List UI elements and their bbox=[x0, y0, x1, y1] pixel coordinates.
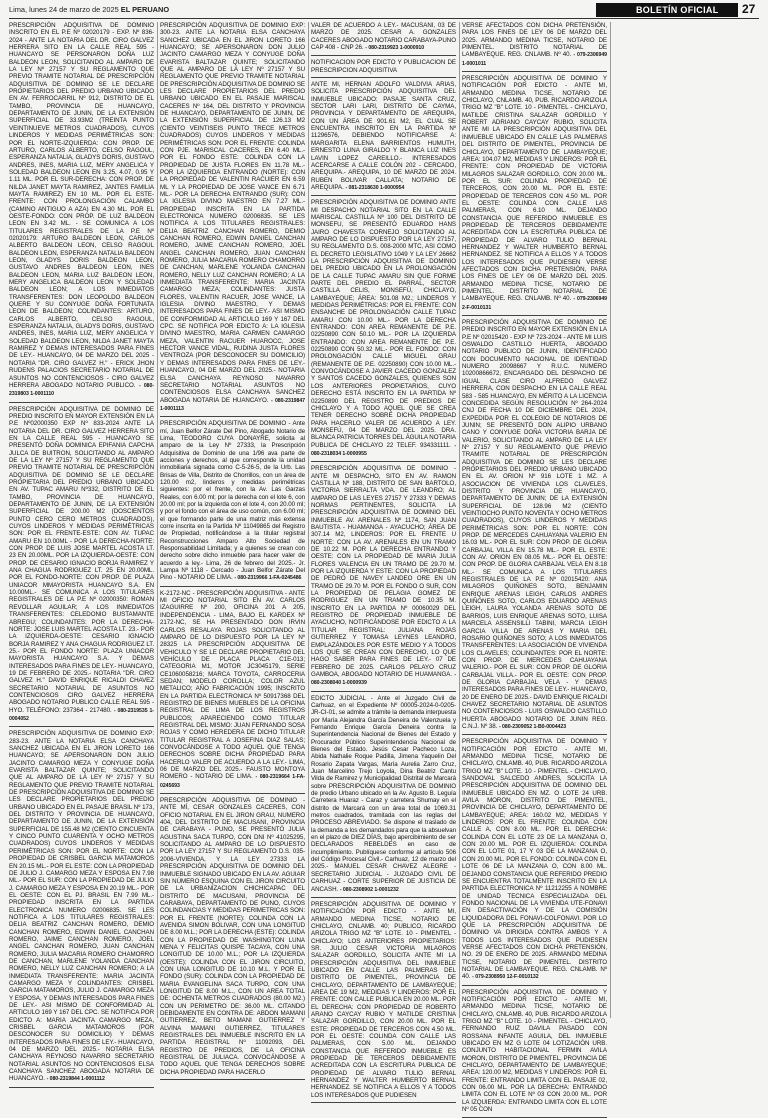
column-1 bbox=[9, 22, 154, 1083]
notice-reference: - 080-2319923 1-0000910 bbox=[365, 45, 425, 52]
notices-columns bbox=[9, 22, 759, 1114]
notice-text: PRESCRIPCIÓN ADQUISITIVA DE DOMINIO - ANTE MÍ, CESAR GONZALES CACERES, CON OFICIO NOTARIAL EN EL JIRON GRAU, NUMERO 404, DEL DISTRITO DE MACUSANI, PROVINCIA DE CARABAYA - PUNO, SE PRESENTÓ JULIA AGUSTINA SACA TURPO, CON DNI Nº 41025295, SOLICITANDO AL AMPARO DE LO DISPUESTO POR LA LEY 27157 Y SU REGLAMENTO D.S. 035-2006-VIVIENDA, Y LA LEY 27333 LA PRESCRIPCIÓN ADQUISITIVA DE DOMINIO DEL INMUEBLE SIGNADO UBICADO EN LA AV. AGUIAR SIN NÚMERO ESQUINA CON EL JIRON CIRCUITO DE LA URBANIZACION CHICHICAPAC DEL DISTRITO DE MACUSANI, PROVINCIA DE CARABAYA, DEPARTAMENTO DE PUNO, CUYOS COLINDANCIAS Y MEDIDAS PERIMETRICAS SON: POR EL FRENTE (NORTE): COLINDA CON LA AVENIDA SIMON BOLIVAR, CON UNA LONGITUD DE 8.00 M.L.; POR LA DERECHA (ESTE): COLINDA CON LA PROPIEDAD DE WASHINGTON LUNA MENA Y FELICITAS QUISPE TACAYA, CON UNA LONGITUD DE 10.00 M.L.; POR LA IZQUIERDA (OESTE): COLINDA CON EL JIRON CIRCUITO, CON UNA LONGITUD DE 10.10 M.L. Y POR EL FONDO (SUR): COLINDA CON LA PROPIEDAD DE MARIA EVANGELINA SACA TURPO, CON UNA LONGITUD DE 8.00 M.L., CON UN AREA TOTAL DE: OCHENTA METROS CUADRADOS (80.00 M2.) CON UN PERIMETRO DE: 36.00 ML. CITANDO DEBIDAMENTE EN CONTRA DE: ABDON MAMANI GUTIERREZ, BETO MAMANI GUTIERREZ Y ALVINA MAMANI GUTIERREZ, TITULARES REGISTRALES DEL INMUEBLE INSCRITO EN LA PARTIDA REGISTRAL Nº 11092093, DEL REGISTRO DE PREDIOS, DE LA OFICINA REGISTRAL DE JULIACA. CONVOCÁNDOSE A TODO AQUEL QUE TENGA DERECHOS SOBRE DICHA PROPIEDAD PARA HACERLO bbox=[160, 797, 305, 1076]
legal-notice bbox=[311, 59, 456, 78]
notice-text: PRESCRIPCIÓN ADQUISITIVA DE DOMINIO Y NOTIFICACIÓN POR EDICTO - ANTE MI, ARMANDO MEDINA TICSE, NOTARIO DE CHICLAYO, CNLAMB. 40, PUB. RICARDO ARIZOLA TRIGO MZ "B" LOTE. 10 - PIMENTEL - CHICLAYO, MATILDE CRISTINA SALAZAR GORDILLO Y ROBERT ADRIANO CAYCAY RUBIO, SOLICITA ANTE MI LA PRESCRIPCIÓN ADQUISITIVA DEL INMUEBLE UBICADO EN CALLE LAS PALMERAS DEL DISTRITO DE PIMENTEL, PROVINCIA DE CHICLAYO, DEPARTAMENTO DE LAMBAYEQUE; AREA: 104.07 M2, MEDIDAS Y LINDEROS: POR EL FRENTE: CON PROPIEDAD DE VICTORIA MILAGROS SALAZAR GORDILLO, CON 20.00 ML. POR EL SUR: COLINDA PROPIEDAD DE TERCEROS, CON 20.00 ML. POR EL ESTE: PROPIEDAD DE TERCEROS CON 4.50 ML. POR EL OESTE: COLINDA CON CALLE LAS PALMERAS, CON 6.10 ML. DEJANDO CONSTANCIA QUE REFERIDO INMUEBLE ES PROPIEDAD DE TERCEROS DEBIDAMENTE ACREDITADA CON LA ESCRITURA PUBLICA DE PROPIEDAD DE ALVARO TULIO BERNAL HERNANDEZ Y WALTER HUMBERTO BERNAL HERNANDEZ. SE NOTIFICA A ELLOS Y A TODOS LOS INTERESADOS QUE PUDIESEN VERSE AFECTADOS CON DICHA PRETENSIÓN, PARA LOS FINES DE LEY 06 DE MARZO DEL 2025. ARMANDO MEDINA TICSE, NOTARIO DE PIMENTEL. DISTRITO NOTARIAL DE LAMBAYEQUE. REG. CNLAMB. Nº 40. bbox=[462, 75, 607, 303]
header-rule bbox=[9, 18, 759, 19]
notice-reference: - 080-2318034 1-0000955 bbox=[311, 442, 456, 457]
legal-notice bbox=[311, 695, 456, 898]
legal-notice bbox=[311, 22, 456, 56]
notice-text: PRESCRIPCIÓN ADQUISITIVA DE DOMINIO DE PREDIO INSCRITO EN MAYOR EXTENSIÓN EN LA P.E Nº 02015420 - EXP Nº 723-2024 - ANTE MI LUIS OSWALDO CASTILLO HUERTA, ABOGADO NOTARIO PUBLICO DE JUNIN, IDENTIFICADO CON DOCUMENTO NACIONAL DE IDENTIDAD NUMERO 20098667 Y R.U.C. NUMERO 10200866672, ENCARGADO DEL DESPACHO DE IGUAL CLASE CIRO ALFREDO GALVEZ HERRERA, CON DESPACHO EN LA CALLE REAL 583 - 585 HUANCAYO, EN MÉRITO A LA LICENCIA CONCEDIDA SEGÚN RESOLUCIÓN Nº 264-2024 CNJ DE FECHA 10 DE DICIEMBRE DEL 2024, EXPEDIDA POR EL COLEGIO DE NOTARIOS DE JUNIN; SE PRESENTÓ DON ALIPIO URBANO CANO Y CONYUGE DOÑA VICTORIA BARJA DE VALERIO, SOLICITANDO AL AMPARO DE LA LEY Nº 27157 Y SU REGLAMENTO QUE PREVIO TRAMITE NOTARIAL DE PRESCRIPCIÓN ADQUISITIVA DE DOMINIO SE LES DECLARE PROPIETARIOS DEL PREDIO URBANO UBICADO EN EL AV. ORION Nº 916 LOTE 1 MZ. A ASOCIACION DE VIVIENDA LOS CLAVELES, DISTRITO Y PROVINCIA DE HUANCAYO, DEPARTAMENTO DE JUNIN; DE LA EXTENSIÓN SUPERFICIAL DE 128.96 M2 (CIENTO VEINTIOCHO PUNTO NOVENTA Y OCHO METROS CUADRADOS), CUYOS LINDEROS Y MEDIDAS PERIMÉTRICAS SON: POR EL NORTE: CON PROP. DE MERCEDES CAHUAYANA VALERIO EN 16.03 ML.- POR EL SUR: CON PROP. DE GLORIA CARBAJAL VILLA EN 15.78 ML.- POR EL ESTE: CON AV. ORION EN 08.05 ML.- POR EL OESTE: CON PROP. DE GLORIA CARBAJAL VELA EN 8.18 ML.- SE COMUNICA A LOS TITULARES REGISTRALES DE LA P.E Nº 02015420: ANA MILAGROS QUIÑONES SOTO, BENJAMIN ENRIQUE ARENAS LEIGH, CARLOS ANDRES QUIÑONES SOTO, CARLOS EDUARDO ARENAS LEIGH, LAURA YOLANDA ARENAS SOTO DE BARRIOS, LUIS ENRIQUE ARENAS SOTO, LUISA MARCELA ASSENSILLI TABINI, MARCIA LEIGH GARCIA VILLA DE ARENAS Y MARIA DEL ROSARIO QUIÑONES SOTO; A LOS INMEDIATOS TRANSFERENTES: LA ASOCIACIÓN DE VIVIENDA LOS CLAVELES; COLINDANTES: POR EL NORTE: CON PROP. DE MERCEDES CAHUAYANA VALERIO.- POR EL SUR: CON PROP. DE GLORIA CARBAJAL VILLA.- POR EL OESTE: CON PROP. DE GLORIA CARBAJAL VELA - Y DEMAS INTERESADOS PARA FINES DE LEY.- HUANCAYO, 20 DE ENERO DE 2025.- DAVID ENRIQUE RICALDI CHAVEZ SECRETARIO NOTARIAL DE ASUNTOS NO CONTENCIOSOS - LUIS OSWALDO CASTILLO HUERTA ABOGADO NOTARIO DE JUNIN REG. C.N.J. Nº 38. bbox=[462, 319, 607, 730]
notice-text: PRESCRIPCIÓN ADQUISITIVA DE DOMINIO INSCRITO EN EL P.E Nº 02020179 - EXP. Nº 836-2024 - ANTE LA NOTARIA DEL DR. CIRO GALVEZ HERRERA SITO EN LA CALLE REAL 595 - HUANCAYO SE PERSONARON DOÑA LUZ BALDEON LEON, SOLICITANDO AL AMPARO DE LA LEY Nº 27157 Y SU REGLAMENTO QUE PREVIO TRAMITE NOTARIAL DE PRESCRIPCIÓN ADQUISITIVA DE DOMINIO SE LE DECLARE PROPIETARIOS DEL PREDIO URBANO UBICADO EN AV. FERROCARRIL Nº 912, DISTRITO DE EL TAMBO, PROVINCIA DE HUANCAYO, DEPARTAMENTO DE JUNIN, DE LA EXTENSIÓN SUPERFICIAL DE 33.93M2 (TREINTA PUNTO VEINTINUEVE METROS CUADRADOS), CUYOS LINDEROS Y MEDIDAS PERIMÉTRICAS SON: POR EL NORTE-IZQUIERDA: CON PROP. DE ARTURO, CARLOS ALBERTO, CELSO RAGOUL, ESPERANZA NATALIA, GLADYS DORIS, GUSTAVO ANDRES, INES, MARIA LUZ, MERY ANGELICA Y SOLEDAD BALDEON LEON EN 3.25, 4.07, 0.95 Y 1.11 ML. POR EL SUR-DERECHA: CON PROP. DE NILDA JANET MAYTA RAMIREZ, JANTES FAMILIA MAYTA RAMIREZ) EN 10 ML. POR EL ESTE-FRENTE: CON PROLONGACIÓN CALAMBO (CAMINO ANTIGUO A AZA) EN 4.30 ML. POR EL OESTE-FONDO: CON PROP. DE LUZ BALDEON LEON EN 3.42 ML. - SE COMUNICA A LOS TITULARES REGISTRALES DE LA P.E Nº 02020179: ARTURO BALDEON LEON, CARLOS ALBERTO BALDEON LEON, CELSO RAGOUL BALDEON LEON, ESPERANZA NATALIA BALDEON LEON, GLADYS DORIS BALDEON LEON, GUSTAVO ANDRES BALDEON LEON, INES BALDEON LEON, MARIA LUZ BALDEON LEON, MERY ANGELICA BALDEON LEON Y SOLEDAD BALDEON LEON; A LOS INMEDIATOS TRANSFERENTES: DON LEOPOLDO BALDEON QUERE Y SU CONYUGE DOÑA FORTUNATA LEON DE BALDEON; COLINDANTES: ARTURO, CARLOS ALBERTO, CELSO RAGOUL, ESPERANZA NATALIA, GLADYS DORIS, GUSTAVO ANDRES, INES, MARIA LUZ, MERY ANGELICA Y SOLEDAD BALDEON LEON, NILDA JANET MAYTA RAMIREZ Y DEMAS INTERESADOS PARA FINES DE LEY.- HUANCAYO, 04 DE MARZO DEL 2025 - NOTARIA "DR. CIRO GALVEZ H." - ERICK JHON RUDENS PALACIOS SECRETARIO NOTARIAL DE ASUNTOS NO CONTENCIOSOS - CIRO GALVEZ HERRERA ABOGADO NOTARIO PUBLICO. bbox=[9, 22, 154, 389]
notice-text: VERSE AFECTADOS CON DICHA PRETENSIÓN, PARA LOS FINES DE LEY 06 DE MARZO DEL 2025. ARMANDO MEDINA TICSE, NOTARIO DE PIMENTEL. DISTRITO NOTARIAL DE LAMBAYEQUE. REG. CNLAMB. Nº 40. bbox=[462, 22, 607, 59]
notice-reference: - 081-2318630 1-0000954 bbox=[345, 184, 405, 191]
notice-text: VALER DE ACUERDO A LEY.- MACUSANI, 03 DE MARZO DE 2025. CESAR A. GONZALES CACERES ABOGADO NOTARIO CARABAYA-PUNO CAP 408 - CNP 26. bbox=[311, 22, 456, 52]
notice-text: PRESCRIPCIÓN ADQUISITIVA DE DOMINIO DE PREDIO INSCRITO EN MAYOR EXTENSIÓN EN LA P.E Nº02000350 EXP Nº 833-2024 ANTE LA NOTARIA DEL DR. CIRO GALVEZ HERRERA SITO EN LA CALLE REAL 595 - HUANCAYO SE PRESENTÓ DOÑA DOMINICA EPIFANIA CAPCHA JULCA DE BUITRON, SOLICITANDO AL AMPARO DE LA LEY Nº 27157 Y SU REGLAMENTO QUE PREVIO TRAMITE NOTARIAL DE PRESCRIPCIÓN ADQUISITIVA DE DOMINIO SE LE DECLARE PROPIETARIA DEL PREDIO URBANO UBICADO EN AV. TUPAC AMARU Nº332, DISTRITO DE EL TAMBO, PROVINCIA DE HUANCAYO, DEPARTAMENTO DE JUNIN, DE LA EXTENSIÓN SUPERFICIAL DE 200.00 M2 (DOSCIENTOS PUNTO CERO CERO METROS CUADRADOS), CUYOS LINDEROS Y MEDIDAS PERIMÉTRICAS SON: POR EL FRENTE-ESTE: CON AV. TUPAC AMARU EN 10.00ML - POR LA DERECHA-NORTE: CON PROP. DE LUIS JOSE MARTEL ACOSTA LT. 23 EN 20.00ML. POR LA IZQUIERDA-OESTE: CON PROP. DE CESARIO IGNACIO BORJA RAMIREZ Y ANA CHAGUA RODRIGUEZ LT. 25 EN 20.00ML. POR EL FONDO-NORTE: CON PROP. DE PLAZA UNIACOR MMAYORISTA HUANCAYO S.A. EN 10.00ML.- SE COMUNICA A LOS TITULARES REGISTRALES DE LA P.E Nº 02000350: ROMAN REVOLLAR AGUILAR; A LOS INMEDIATOS TRANSFERENTES: CELEDONIO BUSTAMANTE ABREGU; COLINDANTES: POR LA DERECHA-NORTE: JOSE LUIS MARTEL ACOSTA LT. 23.- POR LA IZQUIERDA-OESTE: CESARIO IGNACIO BORJA RAMIREZ Y ANA CHAGUA RODRIGUEZ LT. 25.- POR EL FONDO NORTE: PLAZA UNIACOR MAYORISTA HUANCAYO S.A. Y DEMAS INTERESADOS PARA FINES DE LEY.- HUANCAYO, 19 DE FEBRERO DE 2025.- NOTARIA "DR. CIRO GALVEZ H." DAVID ENRIQUE RICALDI CHAVEZ SECRETARIO NOTARIAL DE ASUNTOS NO CONTENCIOSOS CIRO GALVEZ HERRERA ABOGADO NOTARIO PUBLICO CALLE REAL 595 - HYO. TELÉFONO: 237364 - 217480. bbox=[9, 405, 154, 714]
column-4 bbox=[462, 22, 608, 1114]
notice-text: NOTIFICACION POR EDICTO Y PUBLICACION DE PRESCRIPCION ADQUISITIVA bbox=[311, 59, 456, 74]
legal-notice bbox=[462, 22, 607, 72]
section-title: BOLETÍN OFICIAL bbox=[596, 3, 738, 17]
legal-notice bbox=[462, 75, 607, 316]
notice-reference: - 079-2306949 2-F-0010131 bbox=[462, 296, 608, 311]
legal-notice bbox=[311, 81, 456, 196]
notice-text: PRESCRIPCIÓN ADQUISITIVA DE DOMINIO EXP: 283-23. ANTE LA NOTARIA ELSA CANCHAYA SANCHEZ UBICADA EN EL JIRON LORETO 166 HUANCAYO; SE APERSONARON DON JULIO JACINTO CAMARGO MEZA Y CONYUGE DOÑA EVARISTA BALTAZAR QUINTE; SOLICITANDO QUE AL AMPARO DE LA LEY Nº 27157 Y SU REGLAMENTO QUE PREVIO TRAMITE NOTARIAL DE PRESCRIPCIÓN ADQUISITIVA DE DOMINIO SE LES DECLARE PROPIETARIOS DEL PREDIO URBANO UBICADO EN EL PASAJE BRASIL Nº 173, DEL DISTRITO Y PROVINCIA DE HUANCAYO, DEPARTAMENTO DE JUNIN, DE LA EXTENSIÓN SUPERFICIAL DE 155.48 M2 (CIENTO CINCUENTA Y CINCO PUNTO CUARENTA Y OCHO METROS CUADRADOS) CUYOS LINDEROS Y MEDIDAS PERIMÉTRICAS SON: POR EL NORTE: CON LA PROPIEDAD DE CRISBEL GARCIA MATAMOROS EN 20.15 ML.- POR EL ESTE: CON LA PROPIEDAD DE JULIO J. CAMARGO MEZA Y ESPOSA EN 7.98 ML.- POR EL SUR: CON LA PROPIEDAD DE JULIO J. CAMARGO MEZA Y ESPOSA EN 20.19 ML.- POR EL OESTE: CON EL PJ. BRASIL EN 7.99 ML.- PROPIEDAD INSCRITA EN LA PARTIDA ELECTRONICA NUMERO 02006835. SE LES NOTIFICA A LOS TITULARES REGISTRALES: DELIA BEATRIZ CANCHAN ROMERO, DEMIO CANCHAN ROMERO, EDWIN DANIEL CANCHAN ROMERO, JAIME CANCHAN ROMERO, JOEL ANGEL CANCHAN ROMERO, JUAN CANCHAN ROMERO, JULIA MACARIA ROMERO CHAMORRO DE CANCHAN, MARLENE YOLANDA CANCHAN ROMERO, NELLY LUZ CANCHAN ROMERO; A LA INMEDIATA TRANSFERENTE: MARIA JACINTA CAMARGO MEZA Y COLINDANTES: CRISBEL GARCIA MATAMOROS, JULIO J. CAMARGO MEZA Y ESPOSA, Y DEMAS INTERESADOS PARA FINES DE LEY.- ASI MISMO DE CONFORMIDAD AL ARTICULO 169 Y 167 DEL CPC. SE NOTIFICA POR EDICTO A: MARIA JACINTA CAMARGO MEZA, CRISBEL GARCIA MATAMOROS (POR DESCONOCER SU DOMICILIO) Y DEMAS INTERESADOS PARA FINES DE LEY.- HUANCAYO, 04 DE MARZO DEL 2025.- NOTARIA ELSA CANCHAYA REYNOSO NAVARRO SECRETARIO NOTARIAL ASUNTOS NO CONTENCIOSOS ELSA CANCHAYA SANCHEZ ABOGADA NOTARIA DE HUANCAYO. bbox=[9, 730, 154, 1083]
notice-reference: - 079-2308950 12-F-0010132 bbox=[472, 974, 539, 981]
notice-reference: - 080-2319847 1-0001113 bbox=[160, 397, 305, 412]
notice-reference: - 080-2319535 1-0004052 bbox=[9, 707, 154, 722]
legal-notice bbox=[311, 199, 456, 462]
column-3 bbox=[311, 22, 457, 1099]
page-header bbox=[0, 0, 768, 20]
legal-notice bbox=[311, 901, 456, 1103]
publication-name: EL PERUANO bbox=[120, 5, 170, 14]
legal-notice bbox=[9, 730, 154, 1088]
notice-reference: - 080-2319803 1-0001110 bbox=[9, 382, 154, 398]
notice-text: PRESCRIPCIÓN ADQUISITIVA DE DOMINIO - Ante mí, Juan Belfor Zárate Del Pino, Abogado Notario de Lima, TEODORO CUYA DONAYRE, solicita al amparo de la Ley Nº 27333, la Prescripción Adquisitiva de Dominio de una 1/96 ava parte de acciones y derechos, al que corresponde la unidad inmobiliaria signada como C-5-26-5, de la Urb. Las Brisas de Villa, Distrito de Chorrillos, con un área de 120.00 m2, linderos y medidas perimétricas siguientes: por el frente, con la Av. Las Garzas Reales, con 6.00 ml; por la derecha con el lote 6, con 20.00 ml; por la izquierda con el lote 4, con 20.00 ml; y por el fondo con el área de uso común, con 6.00 ml; el que formando parte de una matriz más extensa corre inscrita en la Partida Nº 11049865 del Registro de Propiedad, notificándose a la titular registral Reconstrucciones Amparo Alto Sociedad de Responsabilidad Limitada; y a quienes se crean con derecho sobre dicho inmueble para hacer valer de acuerdo a ley.- Lima, 26 de febrero del 2025.- Jr. Lampa Nº 1118 - Cercado - Juan Belfor Zárate Del Pino - NOTARIO DE LIMA. bbox=[160, 420, 305, 582]
notice-text: ANTE MI, HERNAN ADOLFO VALDIVIA ARIAS, SOLICITA PRESCRIPCIÓN ADQUISITIVA DEL INMUEBLE UBICADO: PASAJE SANTA CRUZ, SECTOR LARI LARI, DISTRITO DE CAYMA, PROVINCIA Y DEPARTAMENTO DE AREQUIPA, CON UN ÁREA DE 901.61 M2, EL CUAL SE ENCUENTRA INSCRITO EN LA PARTIDA Nº 11296576, DEBIENDO NOTIFICARSE A: MARGARITA ELENA BARRIENTOS HUMUTH, ERNESTO LUNA GIRALDO Y BLANCA LUZ INES LAVIN LOPEZ CAREILLO.- INTERESADOS ACERCARSE A CALLE COLÓN 202 - CERCADO, AREQUIPA.- AREQUIPA, 10 DE MARZO DE 2024. RUBEN BOLIVAR CALLATA; NOTARIO DE AREQUIPA. bbox=[311, 81, 456, 191]
notice-reference: - 080-2319844 1-0001112 bbox=[46, 1076, 105, 1083]
notice-reference: - 079-2306949 1-0001011 bbox=[462, 52, 608, 67]
notice-reference: - 080-2308902 1-0001232 bbox=[339, 886, 399, 893]
notice-reference: - 080-2308040 1-0000939 bbox=[311, 671, 457, 687]
notice-text: EDICTO JUDICIAL - Ante el Juzgado Civil de Carhuaz, en el Expediente Nº 00005-2024-0-0205-JR-CI-01, se admite a trámite la demanda interpuesta por María Alejandra García Deneira de Valenzuela y Fernando Enrique García Deneira contra la Superintendencia Nacional de Bienes del Estado y Procurador Público Superintendencia Nacional de Bienes del Estado. Jesús Cesar Pacheco Loza, Abida Nathalie Roque Padilla, Jimena Yaquelin Del Rosario Zapata Vargas, María Aurelia Zarro Cruz, Juan Marcelino Trejo Loyola, Dina Beatriz Cantu Vilda de Ramirez y Municipalidad Distrital de Marcará sobre PRESCRIPCIÓN ADQUISITIVA DE DOMINIO de predio Urbano ubicado en la Av. Agusto B. Leguía Carretera Huaraz - Caraz y carretera Shumay en el distrito de Marcará con un área total de 1069.31 metros cuadrados, tramitada con las reglas del PROCESO ABREVIADO. Se dispone el traslado de la demanda a los demandados para que la absuelvan en el plazo de DIEZ DÍAS, bajo apercibimiento de ser DECLARADOS REBELDES en caso de incumplimiento. Publíquese conforme al artículo 506 del Código Procesal Civil.- Carhuaz, 12 de marzo del 2025.- MANUEL CESAR CHAVEZ ALEGRE - SECRETARIO JUDICIAL - JUZGADO CIVIL DE CARHUAZ - CORTE SUPERIOR DE JUSTICIA DE ANCASH. bbox=[311, 694, 456, 893]
legal-notice bbox=[160, 420, 305, 587]
legal-notice bbox=[9, 406, 154, 728]
legal-notice bbox=[462, 738, 607, 985]
column-2 bbox=[160, 22, 305, 1076]
issue-date bbox=[9, 5, 169, 14]
date-text: Lima, lunes 24 de marzo de 2025 bbox=[9, 5, 119, 14]
page-number: 27 bbox=[742, 2, 756, 16]
notice-text: PRESCRIPCIÓN ADQUISITIVA DE DOMINIO ANTE MI DESPACHO NOTARIAL SITO EN LA CALLE MARISCAL CASTILLA Nº 100 DEL DISTRITO DE MONSEFU, SE PRESENTÓ EDUARDO HANS JAIRO CHAVESTA CORNEJO SOLICITANDO AL AMPARO DE LO DISPUESTO POR LA LEY 27157, SU REGLAMENTO D.S. 008-2000 MTC, ASI COMO EL DECRETO LEGISLATIVO 1049 Y LA LEY 26662 LA PRESCRIPCIÓN ADQUISITIVA DE DOMINIO DEL PREDIO UBICADO EN LA PROLONGACIÓN DE LA CALLE TUPAC AMARU SIN QUE FORME PARTE DEL PREDIO EL PARRAL, SECTOR CASTILLA CELIS, MONSEFÚ, CHICLAYO, LAMBAYEQUE; ÁREA: 501.08 M2.; LINDEROS Y MEDIDAS PERIMÉTRICAS: POR EL FRENTE: CON ENSANCHE DE PROLONGACIÓN CALLE TUPAC AMARU CON 10.00 ML.- POR LA DERECHA ENTRANDO: CON AREA REMANENTE DE P.E. 02250890 CON 50.10 ML.- POR LA IZQUIERDA ENTRANDO: CON AREA REMANENTE DE P.E. 02250890 CON 50.32 ML.- POR EL FONDO: CON PROLONGACIÓN CALLE MIGUEL GRAU (REMANENTE DE P.E. 02250890) CON 10.00 ML.- CONVOCÁNDOSE A JAVIER CACEDO GONZALEZ Y SANTOS CACEDO GONZALES, QUIENES SON LOS ANTERIORES PROPIETARIOS, CUYO DERECHO ESTÁ INSCRITO EN LA PARTIDA Nº 02250890 DEL REGISTRO DE PREDIOS DE CHICLAYO Y A TODO AQUEL QUE SE CREA TENER DERECHO SOBRE DICHA PROPIEDAD PARA HACERLO VALER DE ACUERDO A LEY. MONSEFÚ, 04 DE MARZO DEL 2025. DRA. BLANCA PATRICIA TORRES DEL ÁGUILA NOTARIA PUBLICA DE CHICLAYO 22 TELEF. 934331111. bbox=[311, 199, 456, 449]
legal-notice bbox=[9, 22, 154, 403]
legal-notice bbox=[160, 590, 305, 794]
legal-notice bbox=[462, 989, 607, 1118]
legal-notice bbox=[462, 319, 607, 735]
column-5 bbox=[613, 22, 758, 1018]
notice-text: PRESCRIPCIÓN ADQUISITIVA DE DOMINIO EXP: 300-23. ANTE LA NOTARIA ELSA CANCHAYA SANCHEZ UBICADA EN EL JIRON LORETO 166 HUANCAYO; SE APERSONARON DON JULIO JACINTO CAMARGO MEZA Y CONYUGE DOÑA EVARISTA BALTAZAR QUINTE; SOLICITANDO QUE AL AMPARO DE LA LEY Nº 27157 Y SU REGLAMENTO QUE PREVIO TRAMITE NOTARIAL DE PRESCRIPCIÓN ADQUISITIVA DE DOMINIO SE LES DECLARE PROPIETARIOS DEL PREDIO URBANO UBICADO EN EL PASAJE MARISCAL CACERES Nº 164, DEL DISTRITO Y PROVINCIA DE HUANCAYO, DEPARTAMENTO DE JUNIN, DE LA EXTENSIÓN SUPERFICIAL DE 126.13 M2 (CIENTO VEINTISEIS PUNTO TRECE METROS CUADRADOS) CUYOS LINDEROS Y MEDIDAS PERIMÉTRICAS SON: POR EL FRENTE: COLINDA CON PJE. MARISCAL CACERES, EN 6.40 ML.- POR EL FONDO ESTE: COLINDA CON LA PROPIEDAD DE JUSTA FLORES EN 11.78 ML.-POR LA IZQUIERDA ENTRANDO (NORTE): CON LA PROPIEDAD DE VALENTIN RACUIER EN 6.59 ML Y LA PROPIEDAD DE JOSE VANCE EN 6.71 ML.- POR LA DERECHA ENTRANDO (SUR): CON LA IGLESIA DIVINO MAESTRO EN 7.27 ML.- PROPIEDAD INSCRITA EN LA PARTIDA ELECTRONICA NUMERO 02006835. SE LES NOTIFICA A LOS TITULARES REGISTRALES: DELIA BEATRIZ CANCHAN ROMERO, DEMIO CANCHAN ROMERO, EDWIN DANIEL CANCHAN ROMERO, JAIME CANCHAN ROMERO, JOEL ANGEL CANCHAN ROMERO, JUAN CANCHAN ROMERO, JULIA MACARIA ROMERO CHAMORRO DE CANCHAN, MARLENE YOLANDA CANCHAN ROMERO, NELLY LUZ CANCHAN ROMERO; A LA INMEDIATA TRANSFERENTE: MARIA JACINTA CAMARGO MEZA; COLINDANTES: JUSTA FLORES, VALENTIN RACUER, JOSE VANCE, LA IGLESIA DIVINO MAESTRO, Y DEMAS INTERESADOS PARA FINES DE LEY.- ASI MISMO DE CONFORMIDAD AL ARTICULO 169 Y 167 DEL CPC. SE NOTIFICA POR EDICTO A: LA IGLESIA DIVINO MAESTRO, MARIA CARMEN CAMARGO MEZA, VALENTIN RACUER HUAROCC, JOSE HECTOR VANCE VIDAL, RUDINA JUSTA FLORES VENTROZA (POR DESCONOCER SU DOMICILIO) Y DEMAS INTERESADOS PARA FINES DE LEY.- HUANCAYO, 04 DE MARZO DEL 2025.- NOTARIA ELSA CANCHAYA REYNOSO NAVARRO SECRETARIO NOTARIAL ASUNTOS NO CONTENCIOSOS ELSA CANCHAYA SANCHEZ ABOGADA NOTARIA DE HUANCAYO. bbox=[160, 22, 305, 404]
notice-reference: - 080-2309052 1-B0-0004423 bbox=[498, 723, 567, 730]
notice-text: PRESCRIPCIÓN ADQUISITIVA DE DOMINIO - ANTE MI DESPACHO, SITO EN AV. RAMON CASTILLA Nº 188, DISTRITO DE SAN BARTOLO, VICTORIA SIERRALTA VDA. DE LEANDRO; AL AMPARO DE LAS LEYES 27157 Y 27333 Y DEMAS NORMAS PERTINENTES, SOLICITA LA PRESCRIPCIÓN ADQUISITIVA DE DOMINIO DEL INMUEBLE AV. ARENALES Nº 1174, SAN JUAN BAUTISTA - HUAMANGA - AYACUCHO; ÁREA DE 307.14 M2, LINDEROS: POR EL FRENTE U NORTE: CON LA AV. ARENALES EN UN TRAMO DE 10.22 M. POR LA DERECHA ENTRANDO Y OESTE: CON LA PROPIEDAD DE MARIA JULIA FLORES VALENCIA EN UN TRAMO DE 29.70 M. POR LA IZQUIERDA Y ESTE: CON LA PROPIEDAD DE PEDRO DE NAVEY LANDEO ORE EN UN TRAMO DE 29.70 M. POR EL FONDO O SUR, CON LA PROPIEDAD DE PELAGIA GOMEZ DE RODRIGUEZ EN UN TRAMO DE 10.35 M. INSCRITO EN LA PARTIDA Nº 00060029 DEL REGISTRO DE PROPIEDAD INMUEBLE DE AYACUCHO, NOTIFICÁNDOSE POR EDICTO A LA TITULAR REGISTRAL: JULIANA ROJAS GUTIERREZ Y TOMASA LEYNES LEANDRO, EMPLAZÁNDOLES POR ESTE MEDIO Y A TODOS LOS QUE SE CREAN CON DERECHO, LO QUE HAGO SABER PARA FINES DE LEY.- 07 DE FEBRERO DE 2025. CARLOS PELAYO CRUZ GAMBOA, ABOGADO NOTARIO DE HUAMANGA. bbox=[311, 465, 456, 678]
notice-text: PRESCRIPCIÓN ADQUISITIVA DE DOMINIO Y NOTIFICACIÓN POR EDICTO - ANTE MI, ARMANDO MEDINA TICSE, NOTARIO DE CHICLAYO, CNLAMB. 40, PUB. RICARDO ARIZOLA TRIGO MZ "B" LOTE. 10 - PIMENTEL - CHICLAYO, SANDOVAL SALCEDO ANDRES, SOLICITA LA PRESCRIPCIÓN ADQUISITIVA DE DOMINIO DEL INMUEBLE UBICADO EN MZ. O LOTE 24 URB. AVILA MORON, DISTRITO DE PIMENTEL, PROVINCIA DE CHICLAYO, DEPARTAMENTO DE LAMBAYEQUE; AREA: 160.02 M2, MEDIDAS Y LINDEROS: POR EL FRENTE: COLINDA CON CALLE A, CON 8.00 ML. POR EL DERECHA: COLINDA CON EL LOTE 23 DE LA MANZANA O, CON 20.00 ML. POR EL IZQUIERDA: COLINDA CON EL LOTE 01, 17 Y 03 DE LA MANZANA O, CON 20.00 ML. POR EL FONDO: COLINDA CON EL LOTE 06 DE LA MANZANA O, CON 8.00 ML. DEJANDO CONSTANCIA QUE REFERIDO PREDIO SE ENCUENTRA TOTALMENTE INSCRITO EN LA PARTIDA ELECTRONICA Nº 11212255 A NOMBRE DE UNIDAD TECNICA ESPECIALIZADA DEL FONDO NACIONAL DE LA VIVIENDA UTE-FONAVI EN DESACTIVACIÓN Y DE LA COMISIÓN LIQUIDADORA DEL FONAVI-COLFONAVI. POR LO QUE LA PRESCRIPCIÓN ADQUISITIVA DE DOMINIO VA DIRIGIDA CONTRA AMBOS Y A TODOS LOS INTERESADOS QUE PUDIESEN VERSE AFECTADOS CON DICHA PRETENSIÓN, NO. 29 DE ENERO DE 2025. ARMANDO MEDINA TICSE, NOTARIO DE PIMENTEL. DISTRITO NOTARIAL DE LAMBAYEQUE. REG. CNLAMB. Nº 40. bbox=[462, 738, 607, 981]
notice-text: PRESCRIPCIÓN ADQUISITIVA DE DOMINIO Y NOTIFICACIÓN POR EDICTO - ANTE MI, ARMANDO MEDINA TICSE, NOTARIO DE CHICLAYO, CNLAMB. 40; PUBLICO, RICARDO ARIZOLA TRIGO MZ "B" LOTE. 10 - PIMENTEL - CHICLAYO; LOS ANTERIORES PROPIETARIOS: SR. JULIO CESAR VICTORIA MILAGROS SALAZAR GORDILLO, SOLICITA ANTE MI LA PRESCRIPCIÓN ADQUISITIVA DEL INMUEBLE UBICADO EN CALLE LAS PALMERAS DEL DISTRITO DE PIMENTEL, PROVINCIA DE CHICLAYO, DEPARTAMENTO DE LAMBAYEQUE; AREA DE 19 M2, MEDIDAS Y LINDEROS: POR EL FRENTE: CON CALLE PUBLICA EN 20.00 ML. POR EL DERECHA: CON PROPIEDAD DE ROBERTO ARANO CAYCAY RUBIO Y MATILDE CRISTINA SALAZAR GORDILLO, CON 20.00 ML. POR EL ESTE: PROPIEDAD DE TERCEROS CON 4.50 ML. POR EL OESTE: COLINDA CON CALLE LAS PALMERAS, CON 5.00 ML. DEJANDO CONSTANCIA QUE REFERIDO INMUEBLE ES PROPIEDAD DE TERCEROS DEBIDAMENTE ACREDITADA CON LA ESCRITURA PUBLICA DE PROPIEDAD DE ALVARO TULIO BERNAL HERNANDEZ Y WALTER HUMBERTO BERNAL HERNANDEZ. SE NOTIFICA A ELLOS Y A TODOS LOS INTERESADOS QUE PUDIESEN bbox=[311, 900, 456, 1099]
legal-notice bbox=[160, 22, 305, 417]
notice-text: K-2172-NC - PRESCRIPCIÓN ADQUISITIVA - ANTE MI OFICIO NOTARIAL SITO EN AV. CARLOS IZAGUIRRE Nº 200, OFICINA 201 A 205, INDEPENDENCIA - LIMA, BAJO EL KARDEX Nº 2172-NC, SE HA PRESENTADO DON IRVIN CARLOS RESALAYA ROJAS SOLICITANDO AL AMPARO DE LO DISPUESTO POR LA LEY Nº 28325 LA PRESCRIPCIÓN ADQUISITIVA DE VEHICULO Y SE LE DECLARE PROPIETARIO DEL VEHÍCULO DE PLACA PLACA C1E-013; CATEGORIA M1, MOTOR JC3045179, SERIE CE1060058216; MARCA TOYOTA, CARROCERIA SEDAN; MODELO COROLLA; COLOR AZUL METALICO; AÑO FABRICACIÓN 1995; INSCRITO EN LA PARTIDA ELECTRONICA Nº 50917368 DEL REGISTRO DE BIENES MUEBLES DE LA OFICINA REGISTRAL DE LIMA DE LOS REGISTROS PUBLICOS; APARECIENDO COMO TITULAR REGISTRAL DEL MISMO: JUAN FERNANDO SOSA ROJAS Y COMO HEREDERA DE DICHO TITULAR TITULAR REGISTRAL A JOSEFINA DIAZ SALAS; CONVOCÁNDOSE A TODO AQUEL QUE TENGA DERECHOS SOBRE DICHA PROPIEDAD PARA HACERLO VALER DE ACUERDO A LA LEY.- LIMA, 06 DE MARZO DEL 2025.- FAUSTO MONTOYA ROMERO - NOTARIO DE LIMA. bbox=[160, 589, 305, 781]
notice-text: PRESCRIPCIÓN ADQUISITIVA DE DOMINIO Y NOTIFICACIÓN POR EDICTO - ANTE MI, ARMANDO MEDINA TICSE, NOTARIO DE CHICLAYO, CNLAMB. 40, PUB. RICARDO ARIZOLA TRIGO MZ "B" LOTE. 10 - PIMENTEL - CHICLAYO, FERNANDO RUIZ DAVILA PASADO CON ROSSANA INFANTE AGUILA, DEL INMUEBLE UBICADO EN MZ G LOTE 04 LOTIZACIÓN URB. CONJUNTO HABITACIONAL FERMIN AVILA MORON, DISTRITO DE PIMENTEL, PROVINCIA DE CHICLAYO, DEPARTAMENTO DE LAMBAYEQUE; AREA: 120.00 M2, MEDIDAS Y LINDEROS: POR EL FRENTE: ENTRANDO LIMITA CON EL PASAJE 02, CON 06.00 ML. POR LA DERECHA: ENTRANDO LIMITA CON EL LOTE Nº 03 CON 20.00 ML. POR LA IZQUIERDA: ENTRANDO LIMITA CON EL LOTE Nº 05 CON bbox=[462, 988, 607, 1114]
notice-reference: - 080-2319966 1-FA-0245486 bbox=[234, 575, 302, 582]
legal-notice bbox=[311, 465, 456, 691]
legal-notice bbox=[160, 797, 305, 1080]
notice-reference: - 080-2319664 1-FA-0245693 bbox=[160, 774, 305, 789]
